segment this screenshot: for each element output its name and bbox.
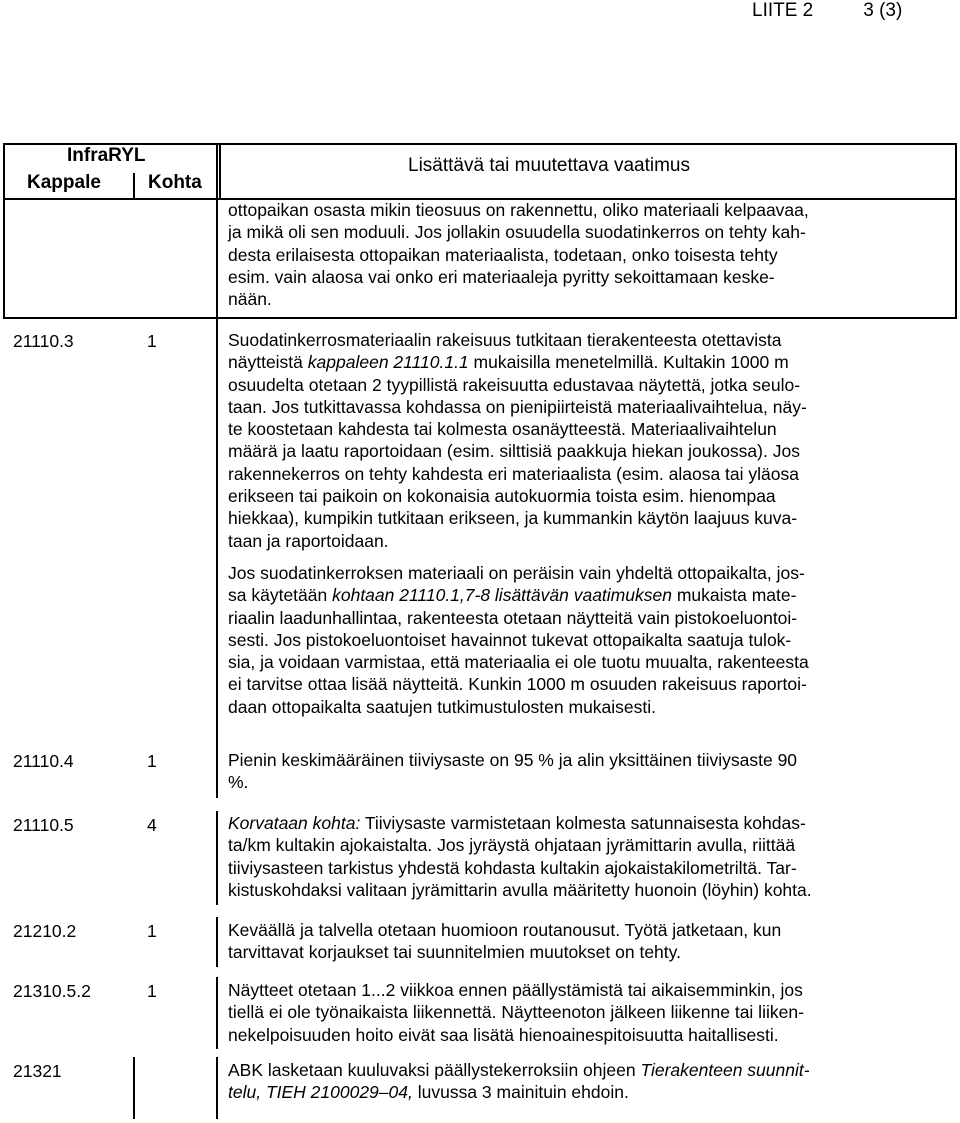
row-1-text [228,329,918,718]
row-1-kohta: 1 [147,331,157,351]
text-line: taan ja raportoidaan. [228,530,389,551]
text-line: Pienin keskimääräinen tiiviysaste on 95 % ja alin yksittäinen tiiviysaste 90 [228,750,798,770]
text-line: osuudelta otetaan 2 tyypillistä rakeisuutta edustavaa näytettä, jotka seulo- [228,374,801,395]
replace-label-italic: Korvataan kohta: [228,813,361,833]
text-run: sa käytetään [228,585,333,606]
row-2-divider [216,748,218,798]
requirement-header: Lisättävä tai muutettava vaatimus [408,155,690,176]
row-area-left-border [3,198,5,318]
text-line: määrä ja laatu raportoidaan (esim. silttisiä paakkuja hiekan joukossa). Jos [228,441,800,462]
text-line: daan ottopaikalta saatujen tutkimustulosten mukaisesti. [228,696,657,717]
text-line: esim. vain alaosa vai onko eri materiaaleja pyritty sekoittamaan keske- [228,266,775,287]
text-line [228,1059,918,1081]
row-4-kohta: 1 [147,921,157,941]
text-line: riaalin laadunhallintaa, rakenteesta otetaan näytteitä vain pistokoeluontoi- [228,607,798,628]
text-line: Suodatinkerrosmateriaalin rakeisuus tutkitaan tierakenteesta otettavista [228,330,782,350]
table-right-border [955,143,957,198]
text-line: desta erilaisesta ottopaikan materiaalista, todetaan, onko toisesta tehty [228,244,778,265]
row-6-divider [216,1057,218,1119]
row-0-text [228,199,918,310]
kappale-header: Kappale [27,172,101,193]
infraryl-header: InfraRYL [67,145,146,166]
row-5-kappale: 21310.5.2 [13,981,91,1001]
reference-italic: kohtaan 21110.1,7-8 lisättävän vaatimuksen [332,585,672,606]
row-2-kappale: 21110.4 [13,751,74,771]
row-0-bottom-border [3,317,957,319]
text-line: ei tarvitse ottaa lisää näytteitä. Kunkin 1000 m osuuden rakeisuus raportoi- [228,674,807,695]
text-line: rakennekerros on tehty kahdesta eri materiaalista (esim. alaosa tai yläosa [228,463,799,484]
guide-title-italic: telu, TIEH 2100029–04, [228,1082,413,1103]
kohta-header: Kohta [148,172,202,193]
row-3-kohta: 4 [147,815,157,835]
row-1-kappale: 21110.3 [13,331,74,351]
text-line [228,812,918,834]
text-line: hiekkaa), kumpikin tutkitaan erikseen, ja kummankin käytön laajuus kuva- [228,508,798,529]
row-3-text [228,812,918,901]
text-line: tarvittavat korjaukset tai suunnitelmien muutokset on tehty. [228,942,681,963]
text-line: sesti. Jos pistokoeluontoiset havainnot tukevat ottopaikalta saatuja tulok- [228,629,792,650]
row-2-kohta: 1 [147,751,157,771]
table-top-border [3,143,957,145]
text-run: näytteistä [228,352,308,373]
column-divider-requirement [216,143,218,198]
row-3-kappale: 21110.5 [13,815,74,835]
row-4-kappale: 21210.2 [13,921,77,941]
row-4-text [228,919,918,964]
row-5-divider [216,977,218,1049]
reference-italic: kappaleen 21110.1.1 [307,352,469,373]
column-divider-requirement-inner [219,143,221,198]
row-6-kohta-divider [133,1057,135,1119]
text-line: Jos suodatinkerroksen materiaali on peräisin vain yhdeltä ottopaikalta, jos- [228,562,805,583]
text-line: taan. Jos tutkittavassa kohdassa on pienipiirteistä materiaalivaihtelua, näy- [228,396,807,417]
guide-title-italic: Tierakenteen suunnit- [640,1060,810,1080]
text-line: ottopaikan osasta mikin tieosuus on rakennettu, oliko materiaali kelpaavaa, [228,200,809,220]
text-line: Näytteet otetaan 1...2 viikkoa ennen päällystämistä tai aikaisemminkin, jos [228,980,803,1000]
text-line: sia, ja voidaan varmistaa, että materiaalia ei ole tuotu muualta, rakenteesta [228,652,809,673]
row-area-divider [216,198,218,754]
row-area-right-border [955,198,957,318]
text-line: nään. [228,289,272,310]
row-6-kappale: 21321 [13,1061,62,1081]
text-run: mukaisilla menetelmillä. Kultakin 1000 m [468,352,789,373]
text-line: tiiviysasteen tarkistus yhdestä kohdasta kultakin ajokaistakilometriltä. Tar- [228,857,797,878]
table-left-border [3,143,5,198]
text-line: tiellä ei ole työnaikaista liikennettä. Näytteenoton jälkeen liikenne tai liiken- [228,1002,804,1023]
row-4-divider [216,917,218,967]
text-line: kistuskohdaksi valitaan jyrämittarin avulla määritetty huonoin (löyhin) kohta. [228,879,812,900]
row-3-divider [216,811,218,905]
page-header [752,0,902,22]
text-line: nekelpoisuuden hoito eivät saa lisätä hienoainespitoisuutta haitallisesti. [228,1024,779,1045]
text-line [228,351,918,373]
requirements-table [3,143,957,1123]
text-run: luvussa 3 mainituin ehdoin. [412,1082,629,1103]
text-line: te koostetaan kahdesta tai kolmesta osanäytteestä. Materiaalivaihtelun [228,419,777,440]
text-line: ta/km kultakin ajokaistalta. Jos jyräystä ohjataan jyrämittarin avulla, riittää [228,835,796,856]
page-number: 3 (3) [863,0,903,21]
text-run: Tiiviysaste varmistetaan kolmesta satunnaisesta kohdas- [360,813,806,833]
row-5-kohta: 1 [147,981,157,1001]
text-line: %. [228,772,249,793]
row-2-text [228,749,918,794]
row-6-text [228,1059,918,1104]
text-line [228,584,918,606]
text-run: mukaista mate- [671,585,797,606]
text-run: ABK lasketaan kuuluvaksi päällystekerroksiin ohjeen [228,1060,641,1080]
text-line: ja mikä oli sen moduuli. Jos jollakin osuudella suodatinkerros on tehty kah- [228,222,806,243]
appendix-label: LIITE 2 [752,0,814,21]
text-line [228,1081,918,1103]
text-line: erikseen tai paikoin on kokonaisia autokuormia toista esim. hienompaa [228,486,776,507]
row-5-text [228,979,918,1046]
column-divider-kohta [133,173,135,198]
text-line: Keväällä ja talvella otetaan huomioon routanousut. Työtä jatketaan, kun [228,920,782,940]
